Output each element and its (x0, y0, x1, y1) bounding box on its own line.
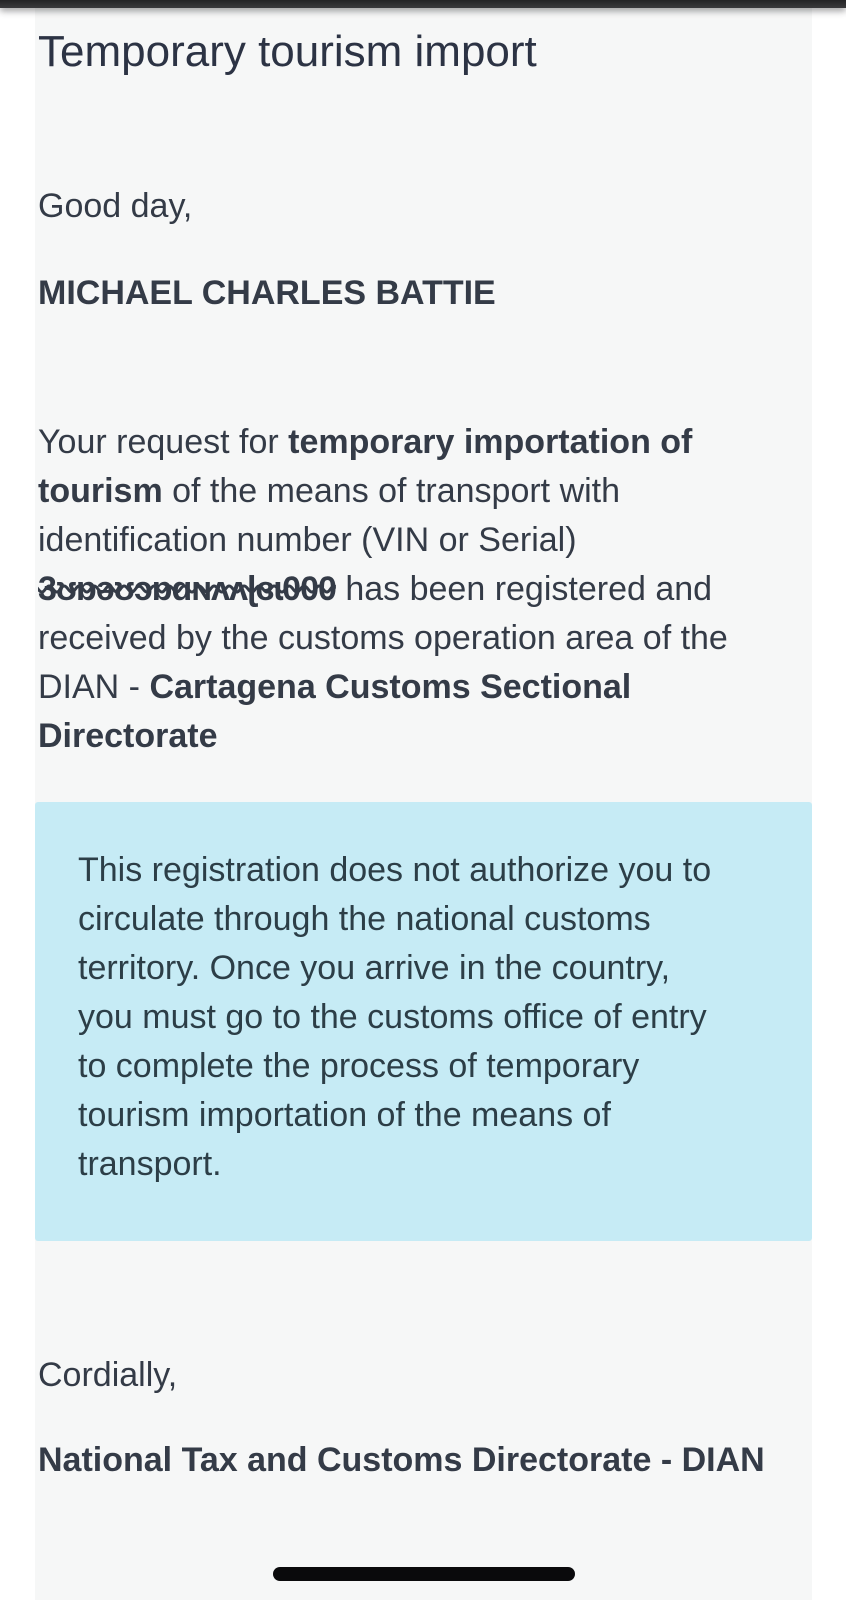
greeting-text: Good day, (38, 187, 193, 226)
notice-text: This registration does not authorize you to circulate through the national customs territory. Once you arrive in the country, you must go to the customs office of entry to complete the process of temporary tourism importation of the means of transport. (78, 851, 712, 1184)
page-title: Temporary tourism import (38, 27, 537, 76)
vin-redacted: 3ʊɒəʊɔɒɑɴʌʌɭɞɩ000 (38, 570, 336, 609)
paragraph-segment: has been registered and received by the customs operation area of the DIAN - (38, 570, 728, 707)
paragraph-bold-importation: temporary importation of tourism (38, 423, 693, 511)
document-content-area (35, 8, 812, 1600)
paragraph-bold-directorate: Cartagena Customs Sectional Directorate (38, 668, 632, 756)
home-indicator-handle[interactable] (273, 1567, 575, 1581)
signature-text: National Tax and Customs Directorate - DIAN (38, 1441, 765, 1480)
paragraph-segment: Your request for (38, 423, 289, 462)
top-edge-bar (0, 0, 846, 8)
paragraph-segment: of the means of transport with identification number (VIN or Serial) (38, 472, 621, 560)
notice-box (35, 802, 812, 1241)
body-paragraph (38, 418, 773, 761)
closing-text: Cordially, (38, 1356, 178, 1395)
recipient-name: MICHAEL CHARLES BATTIE (38, 274, 496, 313)
